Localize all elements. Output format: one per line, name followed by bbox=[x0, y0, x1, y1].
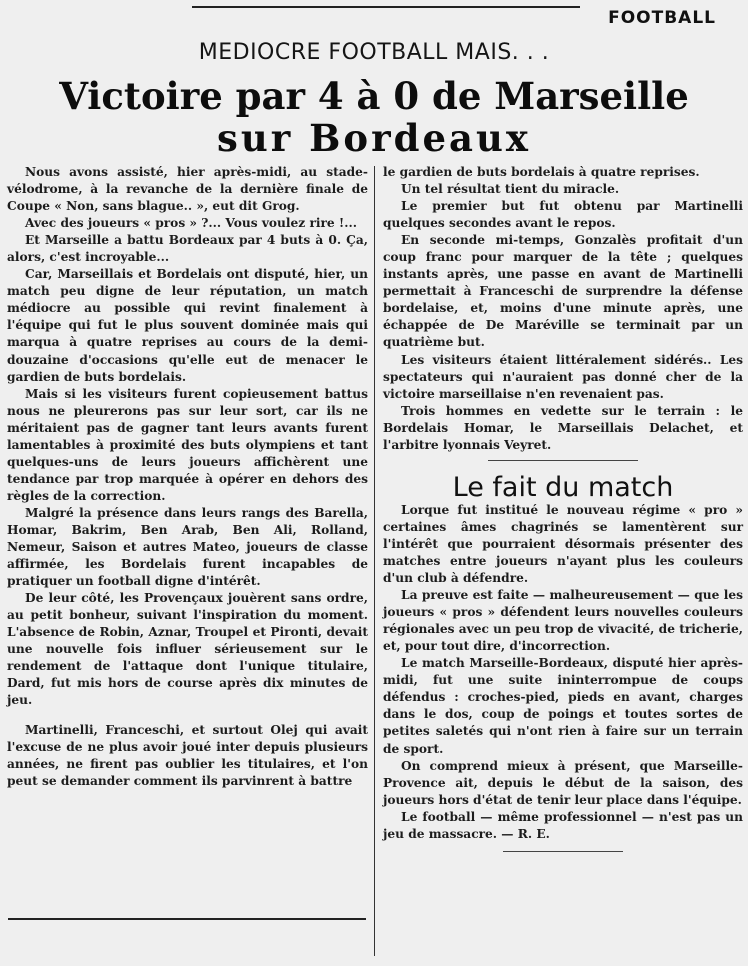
paragraph: Malgré la présence dans leurs rangs des Barella, Homar, Bakrim, Ben Arab, Ben Ali, Rolland, Nemeur, Saison et autres Mateo, joueurs de classe affirmée, les Bordelais furent incapables de pratiquer un football digne d'intérêt. bbox=[7, 505, 368, 589]
continuation-text: le gardien de buts bordelais à quatre reprises. bbox=[383, 165, 700, 179]
kicker: MEDIOCRE FOOTBALL MAIS. . . bbox=[198, 40, 550, 65]
left-column-end-rule bbox=[8, 918, 366, 920]
headline-line-2: sur Bordeaux bbox=[217, 116, 531, 160]
paragraph: Le premier but fut obtenu par Martinelli quelques secondes avant le repos. bbox=[383, 199, 743, 231]
paragraph: Les visiteurs étaient littéralement sidérés.. Les spectateurs qui n'auraient pas donné cher de la victoire marseillaise n'en revenaient pas. bbox=[383, 352, 743, 401]
headline bbox=[0, 75, 748, 159]
paragraph: Le match Marseille-Bordeaux, disputé hier après-midi, fut une suite ininterrompue de coups défendus : croches-pied, pieds en avant, charges dans le dos, coup de poings et toutes sortes de petites saletés qui n'ont rien à faire sur un terrain de sport. bbox=[383, 656, 743, 756]
paragraph: Nous avons assisté, hier après-midi, au stade-vélodrome, à la revanche de la dernière finale de Coupe « Non, sans blague.. », eut dit Grog. bbox=[7, 165, 368, 214]
closing-text: Le football — même professionnel — n'est pas un jeu de massacre. bbox=[383, 809, 743, 841]
closing-paragraph bbox=[383, 809, 743, 843]
paragraph: Un tel résultat tient du miracle. bbox=[401, 182, 620, 197]
paragraph: La preuve est faite — malheureusement — que les joueurs « pros » défendent leurs nouvelles couleurs régionales avec un peu trop de vivacité, de tricherie, et, pour tout dire, d'incorrection. bbox=[383, 588, 743, 654]
paragraph: Car, Marseillais et Bordelais ont disputé, hier, un match peu digne de leur réputation, un match médiocre au possible qui revint finalement à l'équipe qui fut le plus souvent dominée mais qui marqua à quatre reprises au cours de la demi-douzaine d'occasions qu'elle eut de menacer le gardien de buts bordelais. bbox=[7, 267, 368, 384]
right-column bbox=[383, 164, 743, 852]
paragraph: Lorque fut institué le nouveau régime « pro » certaines âmes chagrinés se lamentèrent sur l'intérêt que pourraient désormais présenter des matches entre joueurs n'ayant plus les couleurs d'un club à défendre. bbox=[383, 502, 743, 586]
paragraph: Et Marseille a battu Bordeaux par 4 buts à 0. Ça, alors, c'est incroyable... bbox=[7, 233, 368, 265]
paragraph: Mais si les visiteurs furent copieusement battus nous ne pleurerons pas sur leur sort, car ils ne méritaient pas de gagner tant leurs avants furent lamentables à proximité des buts olympiens et tant quelques-uns de leurs joueurs affichèrent une tendance par trop marquée à opérer en dehors des règles de la correction. bbox=[7, 386, 368, 503]
subhead: Le fait du match bbox=[452, 471, 674, 503]
headline-line-1: Victoire par 4 à 0 de Marseille bbox=[59, 74, 689, 118]
column-divider bbox=[374, 166, 375, 956]
subhead-rule bbox=[488, 460, 638, 461]
paragraph: Avec des joueurs « pros » ?... Vous voulez rire !... bbox=[25, 216, 357, 231]
signature: — R. E. bbox=[501, 826, 550, 841]
end-rule bbox=[503, 851, 623, 852]
paragraph: De leur côté, les Provençaux jouèrent sans ordre, au petit bonheur, suivant l'inspiration du moment. L'absence de Robin, Aznar, Troupel et Pironti, devait une nouvelle fois influer sérieusement sur le rendement de l'attaque dont l'unique titulaire, Dard, fut mis hors de course après dix minutes de jeu. bbox=[7, 591, 368, 708]
paragraph: Trois hommes en vedette sur le terrain : le Bordelais Homar, le Marseillais Delachet, et l'arbitre lyonnais Veyret. bbox=[383, 403, 743, 452]
left-column bbox=[7, 164, 368, 790]
paragraph: On comprend mieux à présent, que Marseille-Provence ait, depuis le début de la saison, des joueurs hors d'état de tenir leur place dans l'équipe. bbox=[383, 758, 743, 807]
paragraph: En seconde mi-temps, Gonzalès profitait d'un coup franc pour marquer de la tête ; quelques instants après, une passe en avant de Martinelli permettait à Franceschi de surprendre la défense bordelaise, et, moins d'une minute après, une échappée de De Maréville se terminait par un quatrième but. bbox=[383, 233, 743, 350]
paragraph: Martinelli, Franceschi, et surtout Olej qui avait l'excuse de ne plus avoir joué inter depuis plusieurs années, ne firent pas oublier les titulaires, et l'on peut se demander comment ils parvinrent à battre bbox=[7, 722, 368, 788]
top-rule bbox=[192, 6, 580, 8]
section-rubric: FOOTBALL bbox=[608, 8, 716, 28]
